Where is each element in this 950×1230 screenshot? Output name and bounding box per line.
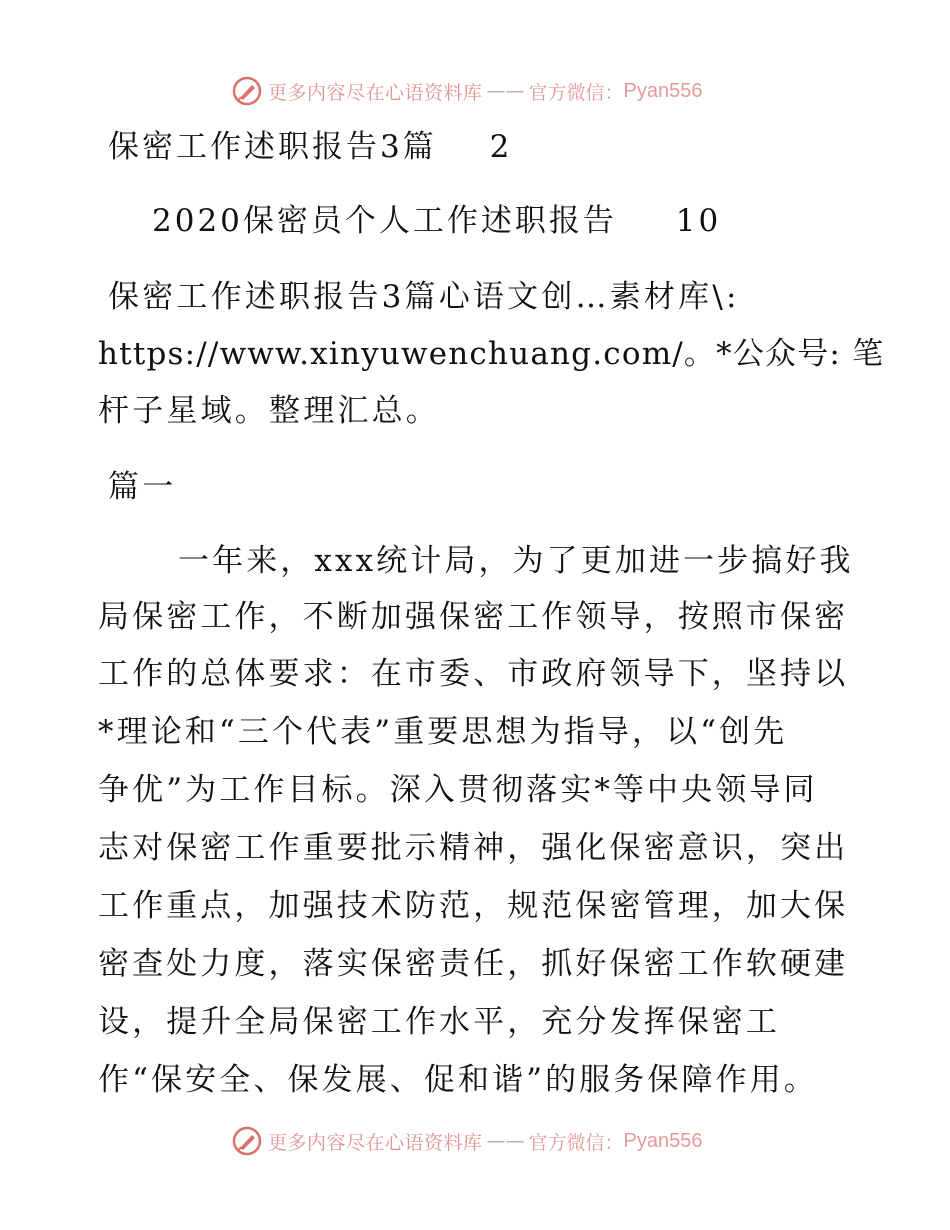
toc-entry[interactable]: [108, 130, 512, 164]
watermark-wechat-id: Pyan556: [623, 79, 703, 102]
quill-pen-logo-icon: [232, 1126, 262, 1156]
toc-entry-title: 2020保密员个人工作述职报告: [152, 203, 617, 239]
watermark-wechat-id: Pyan556: [623, 1129, 703, 1152]
paragraph-line: 一年来，xxx统计局，为了更加进一步搞好我: [178, 543, 854, 579]
paragraph-line: 密查处力度，落实保密责任，抓好保密工作软硬建: [98, 946, 849, 982]
paragraph-line: 作“保安全、保发展、促和谐”的服务保障作用。: [98, 1062, 818, 1098]
doc-title-line: 保密工作述职报告3篇心语文创…素材库\:: [108, 279, 740, 315]
toc-entry-page: 2: [489, 129, 513, 165]
toc-entry-page: 10: [675, 203, 722, 239]
quill-pen-logo-icon: [232, 76, 262, 106]
doc-title-line: https://www.xinyuwenchuang.com/。*公众号: 笔: [98, 336, 885, 372]
paragraph-line: *理论和“三个代表”重要思想为指导，以“创先: [98, 714, 788, 750]
watermark-text: 更多内容尽在心语资料库: [268, 1131, 483, 1154]
watermark-text: 更多内容尽在心语资料库: [268, 81, 483, 104]
paragraph-line: 工作的总体要求：在市委、市政府领导下，坚持以: [98, 656, 849, 692]
watermark-separator: ——: [486, 1130, 525, 1152]
paragraph-line: 工作重点，加强技术防范，规范保密管理，加大保: [98, 888, 849, 924]
paragraph-line: 争优”为工作目标。深入贯彻落实*等中央领导同: [98, 772, 818, 808]
header-watermark: [232, 74, 703, 108]
toc-entry[interactable]: [152, 204, 721, 238]
section-heading: 篇一: [108, 469, 177, 505]
toc-entry-title: 保密工作述职报告3篇: [108, 129, 437, 165]
watermark-separator: ——: [486, 80, 525, 102]
paragraph-line: 局保密工作，不断加强保密工作领导，按照市保密: [98, 599, 849, 635]
doc-title-line: 杆子星域。整理汇总。: [98, 393, 440, 429]
paragraph-line: 设，提升全局保密工作水平，充分发挥保密工: [98, 1004, 780, 1040]
watermark-wechat-prefix: 官方微信：: [528, 1131, 624, 1154]
paragraph-line: 志对保密工作重要批示精神，强化保密意识，突出: [98, 830, 849, 866]
footer-watermark: [232, 1124, 703, 1158]
watermark-wechat-prefix: 官方微信：: [528, 81, 624, 104]
